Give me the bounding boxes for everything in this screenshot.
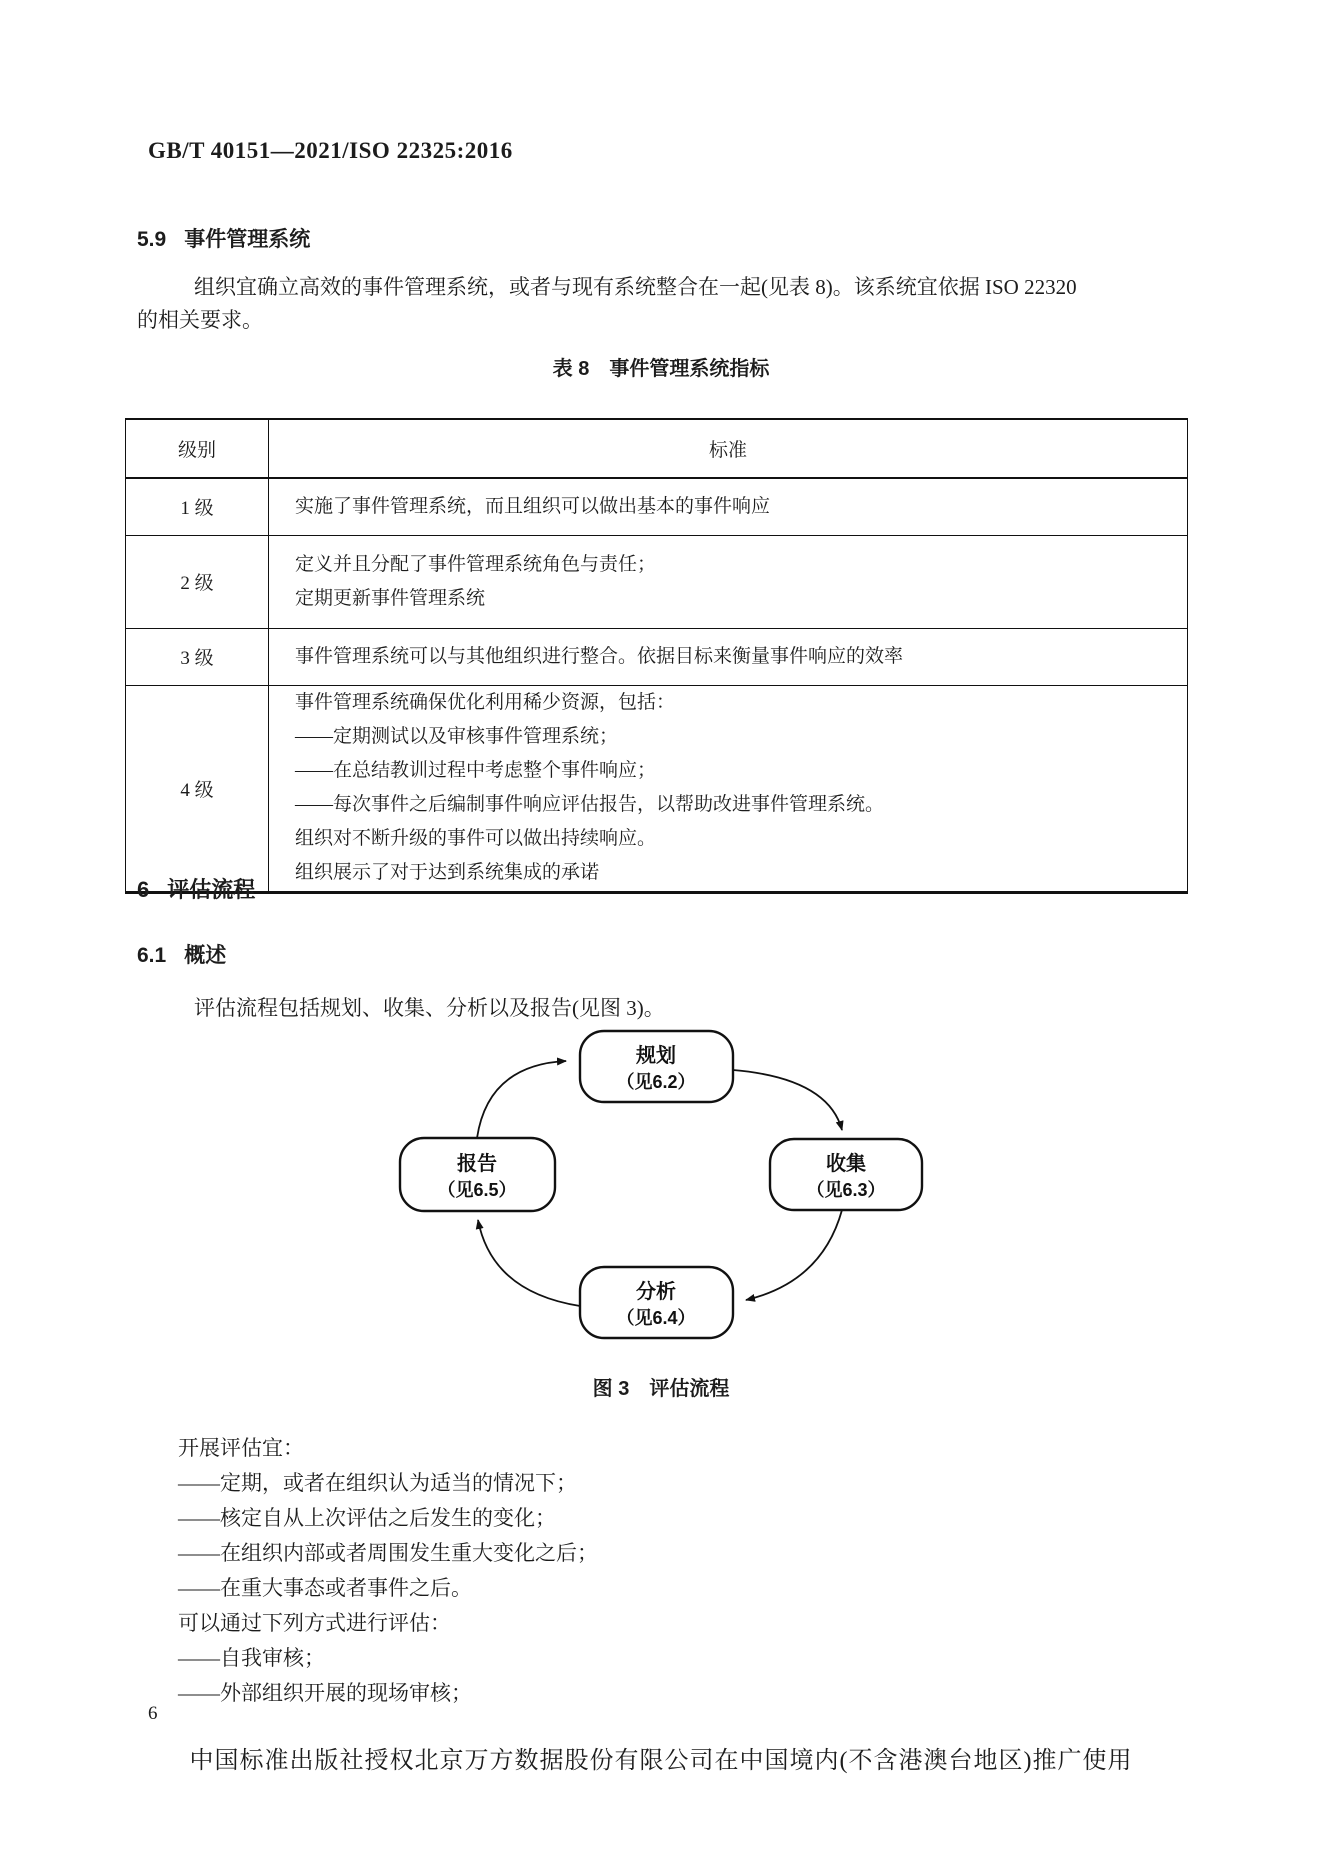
- flow-node-label: 收集: [826, 1153, 866, 1175]
- flow-arrow-analyze-to-report: [478, 1220, 580, 1306]
- criteria-line: 实施了事件管理系统，而且组织可以做出基本的事件响应: [295, 495, 771, 517]
- section-6-1-heading: [137, 939, 226, 969]
- flow-node-label: 报告: [457, 1153, 497, 1175]
- table-row: [126, 535, 1188, 628]
- level-cell: 3 级: [126, 628, 269, 685]
- column-header-criteria: 标准: [269, 419, 1188, 478]
- paragraph-line: 的相关要求。: [137, 308, 263, 332]
- section-number: 6.1: [137, 944, 167, 967]
- figure-3-flow-diagram: [350, 1020, 980, 1365]
- list-intro: 开展评估宜：: [178, 1436, 304, 1460]
- list-item: ——在重大事态或者事件之后。: [178, 1576, 472, 1600]
- list-item: ——自我审核；: [178, 1646, 325, 1670]
- criteria-line: ——定期测试以及审核事件管理系统；: [295, 726, 619, 747]
- flow-node-plan: [580, 1031, 733, 1102]
- page-number: 6: [148, 1703, 158, 1724]
- criteria-line: 组织对不断升级的事件可以做出持续响应。: [295, 828, 657, 849]
- footer-license-text: 中国标准出版社授权北京万方数据股份有限公司在中国境内(不含港澳台地区)推广使用: [189, 1748, 1133, 1774]
- table-8: [125, 418, 1188, 894]
- table-8-caption: 表 8 事件管理系统指标: [552, 358, 770, 380]
- section-title: 概述: [184, 944, 227, 967]
- criteria-cell: [269, 478, 1188, 535]
- list-item: ——外部组织开展的现场审核；: [178, 1681, 472, 1705]
- figure-3-caption: 图 3 评估流程: [592, 1378, 730, 1400]
- flow-node-label: 规划: [636, 1045, 676, 1067]
- table-header-row: [126, 419, 1188, 478]
- standard-number-header: GB/T 40151—2021/ISO 22325:2016: [148, 138, 513, 163]
- criteria-line: ——每次事件之后编制事件响应评估报告，以帮助改进事件管理系统。: [295, 794, 885, 815]
- criteria-line: 定期更新事件管理系统: [295, 587, 486, 609]
- level-cell: 2 级: [126, 535, 269, 628]
- list-item: ——定期，或者在组织认为适当的情况下；: [178, 1471, 577, 1495]
- section-title: 评估流程: [167, 877, 256, 902]
- flow-node-collect: [770, 1139, 922, 1210]
- flow-arrow-report-to-plan: [477, 1061, 566, 1138]
- level-cell: 1 级: [126, 478, 269, 535]
- flow-node-ref: （见6.4）: [616, 1308, 696, 1328]
- list-intro: 可以通过下列方式进行评估：: [178, 1611, 451, 1635]
- flow-node-analyze: [580, 1267, 733, 1338]
- table-row: [126, 478, 1188, 535]
- section-title: 事件管理系统: [184, 228, 311, 251]
- flow-arrow-plan-to-collect: [733, 1070, 842, 1130]
- section-number: 5.9: [137, 228, 167, 251]
- table-row: [126, 628, 1188, 685]
- section-number: 6: [137, 877, 150, 902]
- paragraph-line: 评估流程包括规划、收集、分析以及报告(见图 3)。: [194, 996, 665, 1020]
- table-row: [126, 685, 1188, 892]
- flow-node-ref: （见6.3）: [806, 1180, 886, 1200]
- flow-node-ref: （见6.5）: [437, 1180, 517, 1200]
- column-header-level: 级别: [126, 419, 269, 478]
- list-item: ——在组织内部或者周围发生重大变化之后；: [178, 1541, 598, 1565]
- criteria-line: 事件管理系统确保优化利用稀少资源，包括：: [295, 692, 676, 713]
- criteria-line: 事件管理系统可以与其他组织进行整合。依据目标来衡量事件响应的效率: [295, 645, 904, 667]
- paragraph-line: 组织宜确立高效的事件管理系统，或者与现有系统整合在一起(见表 8)。该系统宜依据 ISO 22320: [194, 275, 1077, 299]
- criteria-line: ——在总结教训过程中考虑整个事件响应；: [295, 760, 657, 781]
- flow-node-ref: （见6.2）: [616, 1072, 696, 1092]
- flow-node-label: 分析: [636, 1281, 676, 1303]
- flow-arrow-collect-to-analyze: [746, 1210, 842, 1300]
- level-cell: 4 级: [126, 685, 269, 892]
- criteria-cell: [269, 685, 1188, 892]
- criteria-cell: [269, 535, 1188, 628]
- criteria-cell: [269, 628, 1188, 685]
- flow-node-report: [400, 1138, 555, 1211]
- list-item: ——核定自从上次评估之后发生的变化；: [178, 1506, 556, 1530]
- section-5-9-heading: [137, 223, 310, 253]
- criteria-line: 组织展示了对于达到系统集成的承诺: [295, 862, 600, 883]
- section-6-heading: [137, 873, 255, 904]
- criteria-line: 定义并且分配了事件管理系统角色与责任；: [295, 553, 657, 575]
